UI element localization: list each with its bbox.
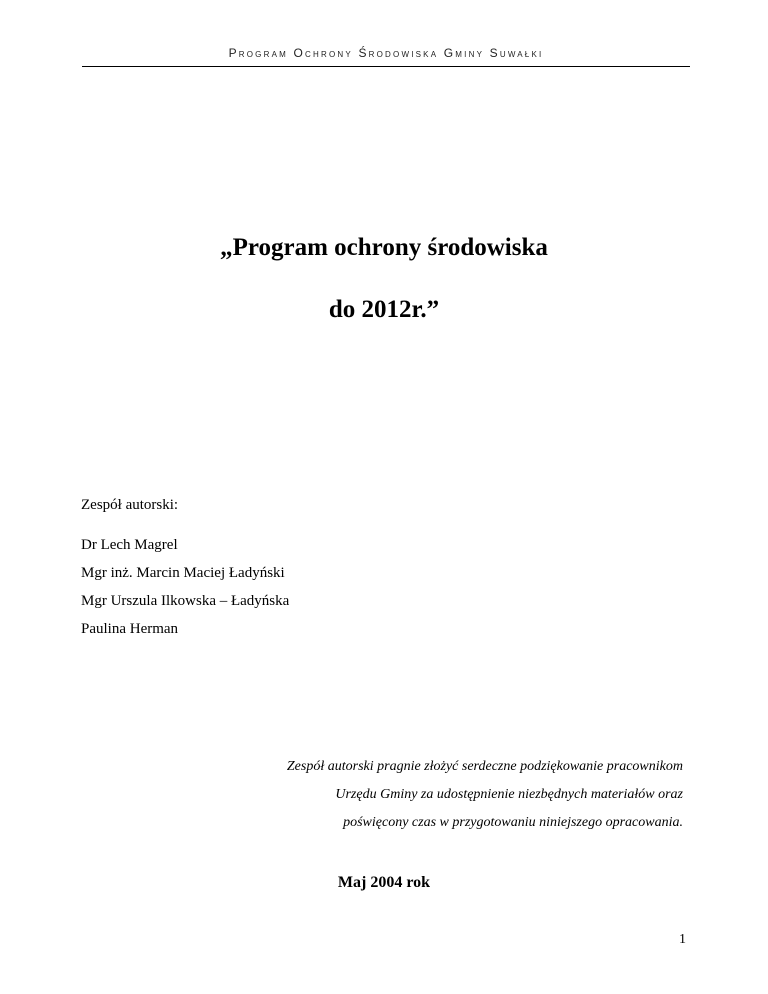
author-name: Paulina Herman [81, 621, 179, 637]
header-rule [82, 66, 690, 67]
acknowledgement-line: Urzędu Gminy za udostępnienie niezbędnych materiałów oraz [335, 787, 683, 802]
authors-label: Zespół autorski: [81, 497, 179, 513]
page-number: 1 [679, 932, 686, 947]
acknowledgement-line: poświęcony czas w przygotowaniu niniejszego opracowania. [343, 815, 683, 830]
document-title-line-1: „Program ochrony środowiska [220, 234, 548, 261]
document-title-line-2: do 2012r.” [328, 296, 440, 323]
running-header: Program Ochrony Środowiska Gminy Suwałki [228, 46, 544, 60]
publication-date: Maj 2004 rok [337, 874, 431, 891]
author-name: Mgr inż. Marcin Maciej Ładyński [81, 565, 285, 581]
author-name: Dr Lech Magrel [81, 537, 178, 553]
acknowledgement-line: Zespół autorski pragnie złożyć serdeczne podziękowanie pracownikom [286, 759, 683, 774]
author-name: Mgr Urszula Ilkowska – Ładyńska [81, 593, 290, 609]
